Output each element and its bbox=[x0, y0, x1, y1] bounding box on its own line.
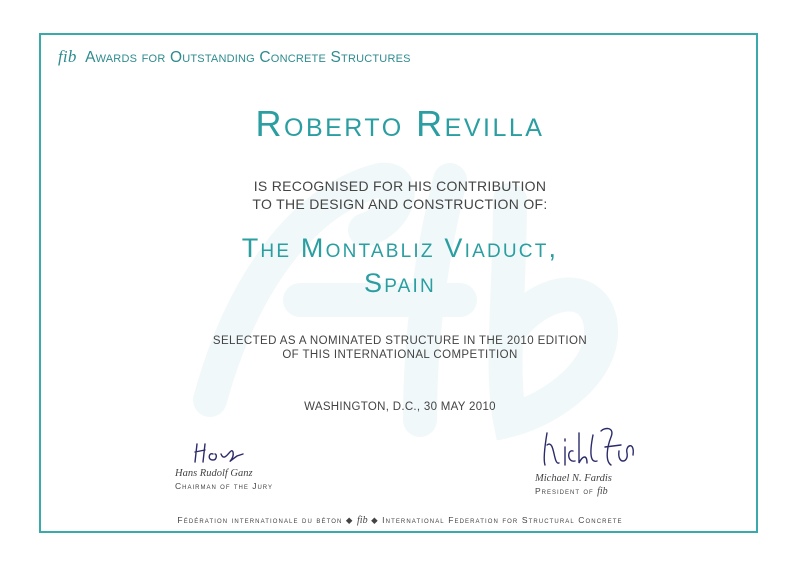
signature-right-icon bbox=[535, 425, 645, 473]
signature-block-chairman bbox=[175, 440, 273, 491]
recognition-line-1: IS RECOGNISED FOR HIS CONTRIBUTION bbox=[253, 178, 547, 194]
president-name: Michael N. Fardis bbox=[535, 473, 612, 484]
structure-name bbox=[0, 231, 800, 301]
president-title-brand: fib bbox=[597, 486, 608, 497]
footer-right: International Federation for Structural Concrete bbox=[382, 515, 623, 525]
recognition-line-2: TO THE DESIGN AND CONSTRUCTION OF: bbox=[252, 196, 548, 212]
selection-text bbox=[0, 334, 800, 362]
award-header bbox=[58, 47, 411, 67]
footer-left: Fédération internationale du béton bbox=[177, 515, 343, 525]
signature-block-president bbox=[535, 425, 645, 497]
header-title: Awards for Outstanding Concrete Structures bbox=[85, 49, 411, 66]
structure-line-2: Spain bbox=[364, 268, 436, 298]
selection-line-2: OF THIS INTERNATIONAL COMPETITION bbox=[282, 349, 518, 361]
president-title bbox=[535, 486, 645, 497]
footer-federation bbox=[0, 515, 800, 526]
footer-separator-2: ◆ bbox=[371, 515, 379, 525]
recognition-text bbox=[0, 177, 800, 213]
president-title-text: President of bbox=[535, 486, 594, 496]
signature-left-icon bbox=[175, 440, 265, 468]
chairman-title: Chairman of the Jury bbox=[175, 481, 274, 491]
place-and-date: WASHINGTON, D.C., 30 MAY 2010 bbox=[304, 401, 496, 413]
footer-brand: fib bbox=[357, 515, 368, 526]
selection-line-1: SELECTED AS A NOMINATED STRUCTURE IN THE 2010 EDITION bbox=[212, 335, 588, 347]
chairman-name: Hans Rudolf Ganz bbox=[175, 468, 253, 479]
honoree-name: Roberto Revilla bbox=[255, 103, 545, 144]
header-brand: fib bbox=[58, 47, 77, 66]
structure-line-1: The Montabliz Viaduct, bbox=[241, 233, 559, 263]
footer-separator-1: ◆ bbox=[345, 515, 354, 525]
